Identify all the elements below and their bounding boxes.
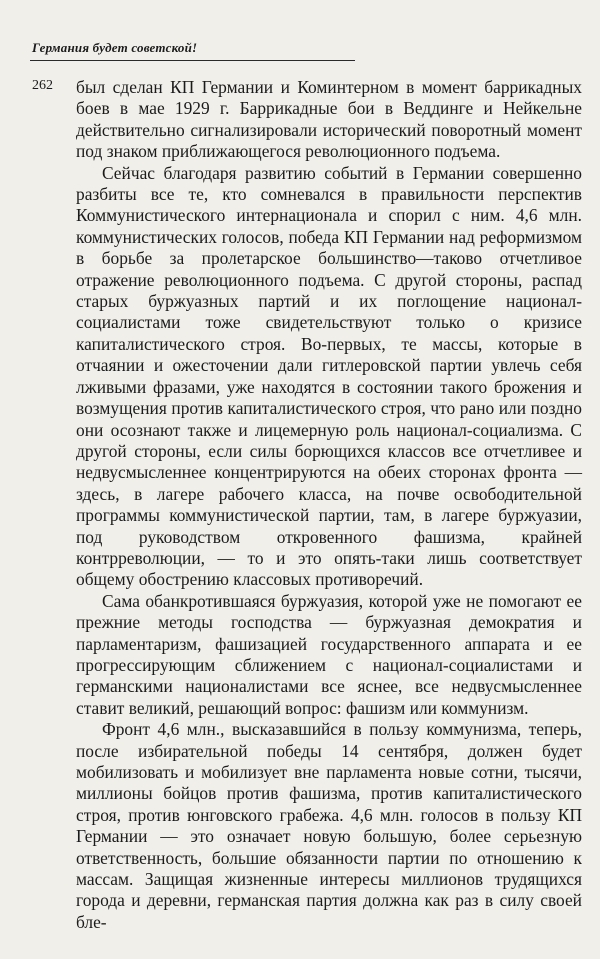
paragraph: Фронт 4,6 млн., высказавшийся в пользу коммунизма, теперь, после избирательной победы 14 сентября, должен будет мобилизовать и мобилизует вне парламента новые сотни, тысячи, миллионы бойцов против фашизма, против капиталистического строя, против юнговского грабежа. 4,6 млн. голосов в пользу КП Германии — это означает новую большую, более серьезную ответственность, большие обязанности партии по отношению к массам. Защищая жизненные интересы миллионов трудящихся города и деревни, германская партия должна как раз в силу своей бле-	[76, 719, 582, 932]
running-title: Германия будет советской!	[32, 40, 198, 55]
body-text	[76, 77, 582, 933]
paragraph: был сделан КП Германии и Коминтерном в момент баррикадных боев в мае 1929 г. Баррикадные бои в Веддинге и Нейкельне действительно сигнализировали исторический поворотный момент под знаком приближающегося революционного подъема.	[76, 77, 582, 162]
page-number: 262	[32, 78, 53, 93]
header-rule	[30, 60, 355, 61]
paragraph: Сейчас благодаря развитию событий в Германии совершенно разбиты все те, кто сомневался в правильности перспектив Коммунистического интернационала и спорил с ним. 4,6 млн. коммунистических голосов, победа КП Германии над реформизмом в борьбе за пролетарское большинство—таково отчетливое отражение революционного подъема. С другой стороны, распад старых буржуазных партий и их поглощение национал-социалистами тоже свидетельствуют только о кризисе капиталистического строя. Во-первых, те массы, которые в отчаянии и ожесточении дали гитлеровской партии увлечь себя лживыми фразами, уже находятся в состоянии такого брожения и возмущения против капиталистического строя, что рано или поздно они осознают также и лицемерную роль национал-социализма. С другой стороны, если силы борющихся классов все отчетливее и недвусмысленнее концентрируются на обеих сторонах фронта — здесь, в лагере рабочего класса, на почве освободительной программы коммунистической партии, там, в лагере буржуазии, под руководством откровенного фашизма, крайней контрреволюции, — то и это опять-таки лишь соответствует общему обострению классовых противоречий.	[76, 162, 582, 590]
paragraph: Сама обанкротившаяся буржуазия, которой уже не помогают ее прежние методы господства — буржуазная демократия и парламентаризм, фашизацией государственного аппарата и ее прогрессирующим сближением с национал-социалистами и германскими националистами все яснее, все недвусмысленнее ставит великий, решающий вопрос: фашизм или коммунизм.	[76, 590, 582, 718]
